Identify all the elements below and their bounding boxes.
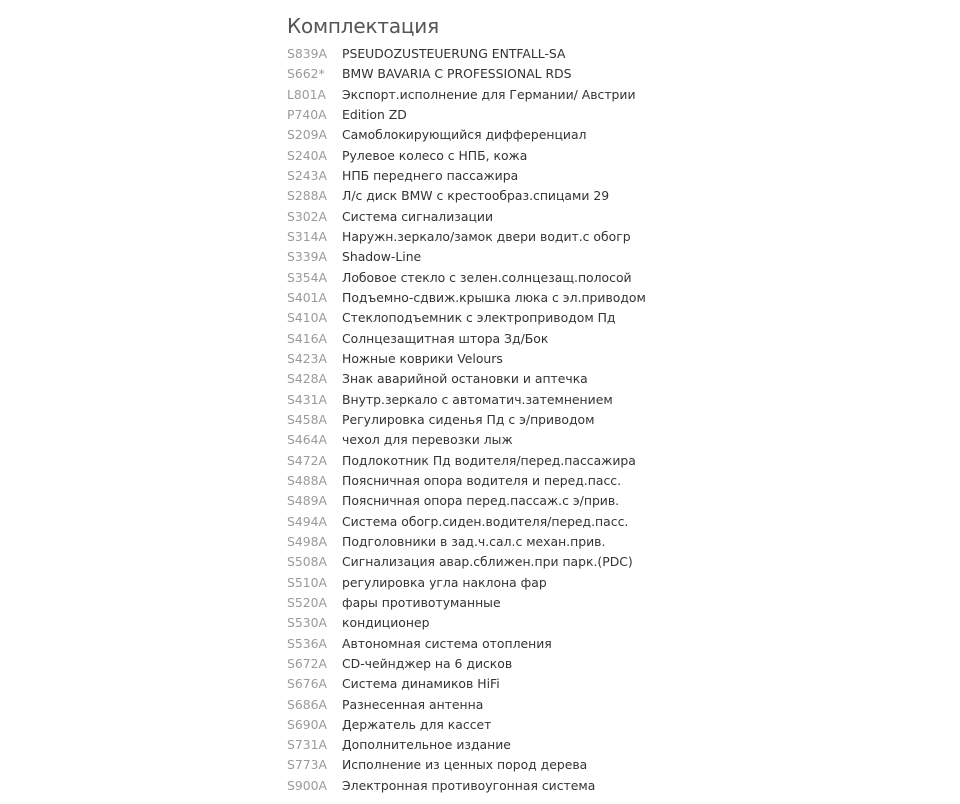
option-description: Регулировка сиденья Пд с э/приводом [342,411,595,427]
list-item [287,186,646,206]
list-item [287,227,646,247]
list-item [287,308,646,328]
option-code: S243A [287,167,327,183]
option-description: регулировка угла наклона фар [342,574,547,590]
option-description: CD-чейнджер на 6 дисков [342,655,513,671]
option-description: Подлокотник Пд водителя/перед.пассажира [342,452,636,468]
option-code: S498A [287,533,327,549]
list-item [287,207,646,227]
option-code: S773A [287,757,327,773]
option-code: S520A [287,594,327,610]
option-code: S410A [287,310,327,326]
option-description: Солнцезащитная штора Зд/Бок [342,330,549,346]
option-code: S464A [287,432,327,448]
option-description: Наружн.зеркало/замок двери водит.с обогр [342,228,631,244]
option-code: S489A [287,493,327,509]
option-description: чехол для перевозки лыж [342,432,513,448]
list-item [287,288,646,308]
option-description: Знак аварийной остановки и аптечка [342,371,588,387]
list-item [287,125,646,145]
option-description: Сигнализация авар.сближен.при парк.(PDC) [342,554,633,570]
list-item [287,613,646,633]
option-code: S839A [287,46,327,61]
list-item [287,247,646,267]
list-item [287,735,646,755]
option-description: Стеклоподъемник с электроприводом Пд [342,310,616,326]
option-description: Подъемно-сдвиж.крышка люка с эл.приводом [342,289,646,305]
option-description: Внутр.зеркало с автоматич.затемнением [342,391,613,407]
option-description: Поясничная опора перед.пассаж.с э/прив. [342,493,620,509]
list-item [287,329,646,349]
list-item [287,369,646,389]
option-description: фары противотуманные [342,594,501,610]
option-description: Система динамиков HiFi [342,676,500,692]
list-item [287,146,646,166]
list-item [287,755,646,775]
option-description: Разнесенная антенна [342,696,484,712]
list-item [287,349,646,369]
option-description: BMW BAVARIA C PROFESSIONAL RDS [342,66,572,82]
option-description: Автономная система отопления [342,635,552,651]
option-description: PSEUDOZUSTEUERUNG ENTFALL-SA [342,46,566,61]
list-item [287,166,646,186]
list-item [287,593,646,613]
option-description: Edition ZD [342,106,407,122]
option-code: S488A [287,472,327,488]
option-description: Дополнительное издание [342,737,511,753]
option-code: S676A [287,676,327,692]
list-item [287,654,646,674]
option-code: S494A [287,513,327,529]
list-item [287,552,646,572]
option-code: S731A [287,737,327,753]
option-code: S401A [287,289,327,305]
option-description: Исполнение из ценных пород дерева [342,757,588,773]
option-code: S536A [287,635,327,651]
option-code: S354A [287,269,327,285]
option-code: S302A [287,208,327,224]
option-description: Л/с диск BMW с крестообраз.спицами 29 [342,188,610,204]
option-description: Самоблокирующийся дифференциал [342,127,587,143]
list-item [287,390,646,410]
list-item [287,268,646,288]
option-code: S672A [287,655,327,671]
list-item [287,776,646,796]
option-code: S690A [287,716,327,732]
list-item [287,410,646,430]
equipment-list [287,44,646,796]
option-code: L801A [287,86,327,102]
option-code: S240A [287,147,327,163]
list-item [287,471,646,491]
list-item [287,573,646,593]
option-code: S508A [287,554,327,570]
list-item [287,451,646,471]
option-code: S431A [287,391,327,407]
section-title: Комплектация [287,14,439,38]
list-item [287,44,646,64]
option-code: S530A [287,615,327,631]
option-code: S472A [287,452,327,468]
option-code: S510A [287,574,327,590]
option-code: S288A [287,188,327,204]
option-code: S339A [287,249,327,265]
option-code: S686A [287,696,327,712]
option-description: Поясничная опора водителя и перед.пасс. [342,472,622,488]
option-code: S416A [287,330,327,346]
option-description: Система обогр.сиден.водителя/перед.пасс. [342,513,629,529]
list-item [287,532,646,552]
option-description: Держатель для кассет [342,716,492,732]
list-item [287,695,646,715]
option-description: кондиционер [342,615,430,631]
option-description: Лобовое стекло с зелен.солнцезащ.полосой [342,269,632,285]
option-description: Shadow-Line [342,249,422,265]
list-item [287,64,646,84]
option-description: Ножные коврики Velours [342,350,503,366]
list-item [287,105,646,125]
list-item [287,634,646,654]
equipment-section [287,12,646,796]
option-description: Рулевое колесо с НПБ, кожа [342,147,528,163]
option-code: S314A [287,228,327,244]
option-description: НПБ переднего пассажира [342,167,519,183]
option-description: Электронная противоугонная система [342,777,596,793]
option-code: S209A [287,127,327,143]
option-description: Система сигнализации [342,208,493,224]
option-code: S662* [287,66,325,82]
list-item [287,674,646,694]
list-item [287,491,646,511]
option-description: Экспорт.исполнение для Германии/ Австрии [342,86,636,102]
list-item [287,512,646,532]
list-item [287,715,646,735]
list-item [287,430,646,450]
option-code: P740A [287,106,327,122]
option-code: S900A [287,777,327,793]
list-item [287,85,646,105]
option-description: Подголовники в зад.ч.сал.с механ.прив. [342,533,606,549]
option-code: S428A [287,371,327,387]
option-code: S423A [287,350,327,366]
option-code: S458A [287,411,327,427]
